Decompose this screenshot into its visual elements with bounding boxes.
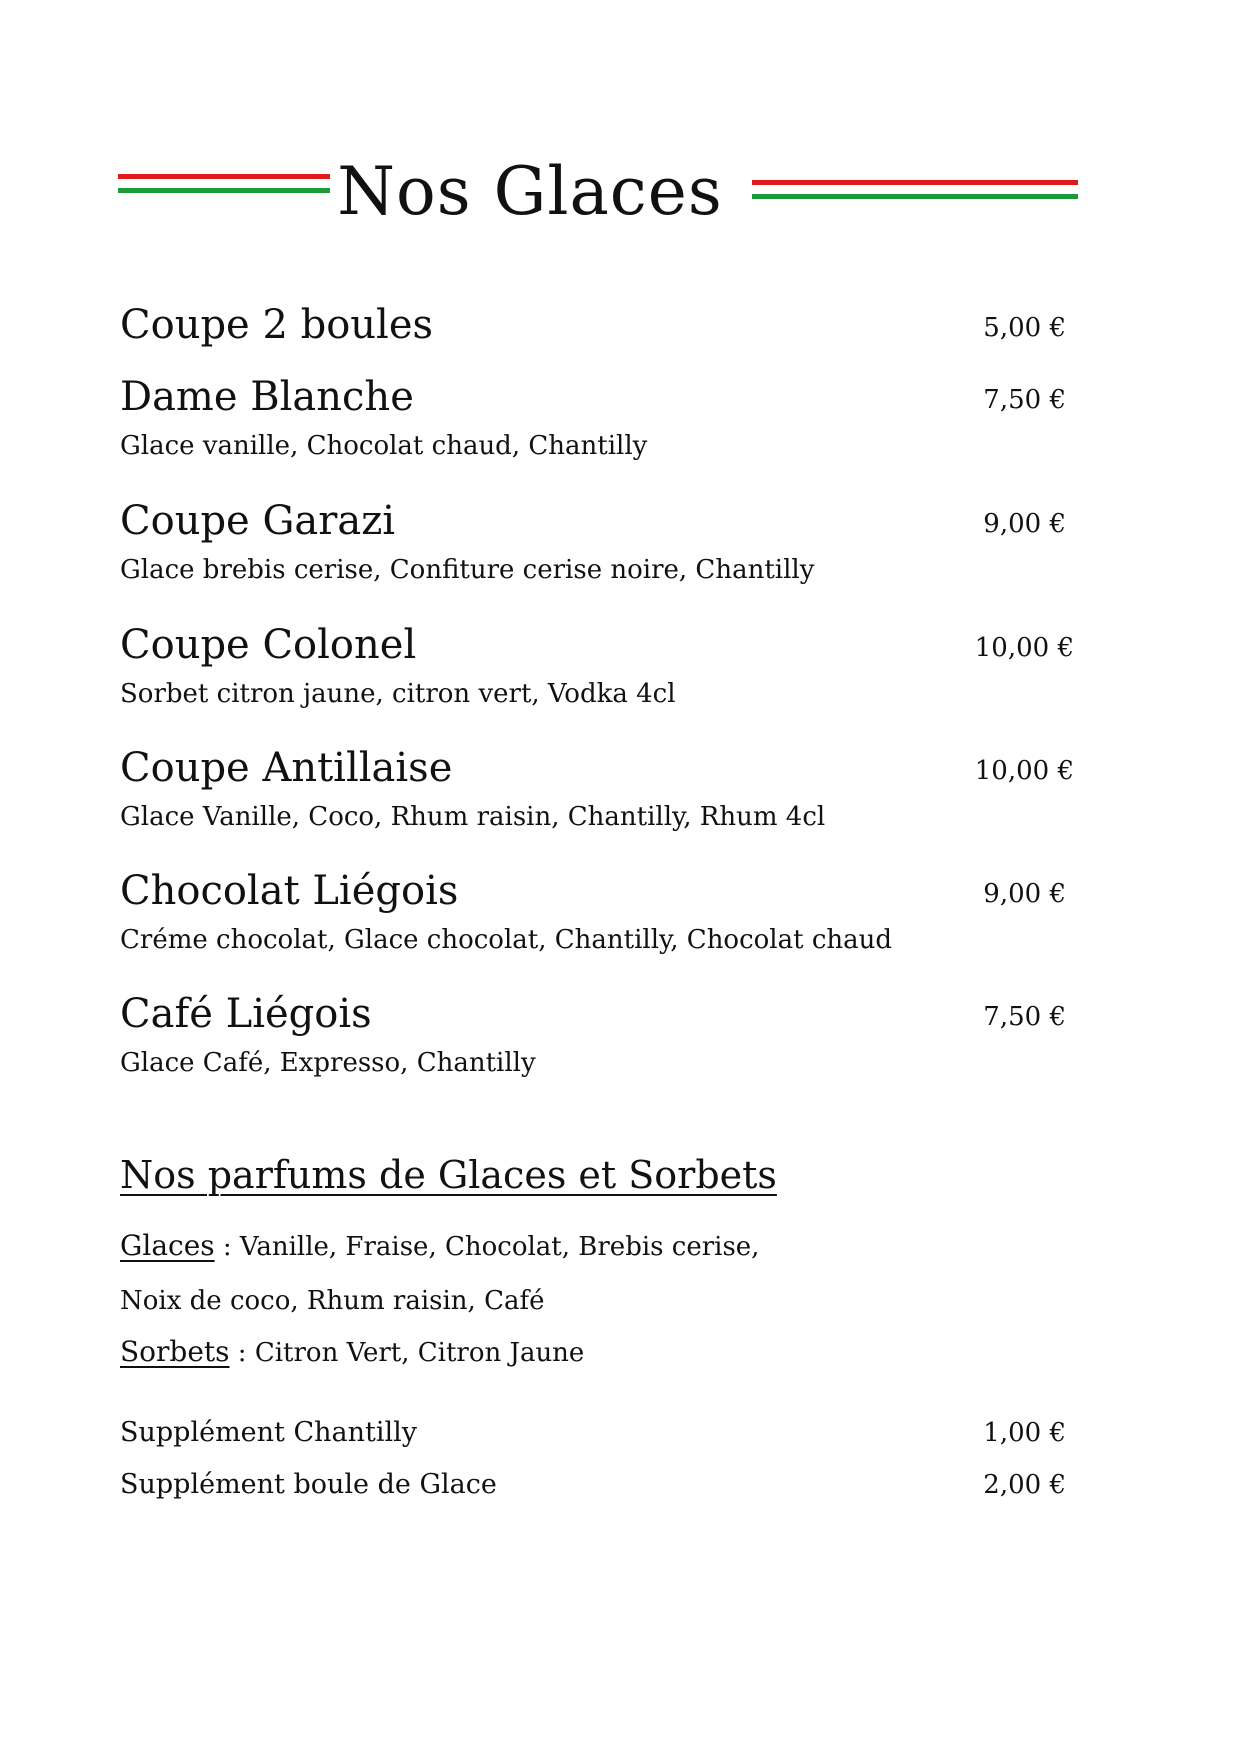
right-tricolor-stripes [752,180,1078,206]
menu-item-description: Glace Vanille, Coco, Rhum raisin, Chantilly, Rhum 4cl [120,802,826,832]
menu-item [120,989,1080,1099]
red-stripe [752,180,1078,185]
red-stripe [118,174,330,179]
menu-item [120,496,1080,606]
menu-item [120,372,1080,482]
supplement-price: 1,00 € [983,1418,1066,1448]
glaces-line [120,1228,759,1265]
menu-item [120,620,1080,730]
menu-item-price: 10,00 € [974,633,1074,663]
menu-item-description: Sorbet citron jaune, citron vert, Vodka 4cl [120,679,676,709]
menu-item-price: 9,00 € [983,879,1066,909]
menu-item-description: Glace brebis cerise, Confiture cerise noire, Chantilly [120,555,815,585]
menu-item-name: Chocolat Liégois [120,868,459,914]
glaces-label: Glaces [120,1229,215,1262]
menu-item-price: 10,00 € [974,756,1074,786]
supplement-item [120,1414,1080,1454]
menu-item-name: Coupe Antillaise [120,745,453,791]
page-title: Nos Glaces [337,153,723,230]
green-stripe [118,188,330,193]
sorbets-label: Sorbets [120,1335,230,1368]
menu-item-name: Coupe Colonel [120,622,417,668]
supplement-name: Supplément Chantilly [120,1417,418,1448]
supplement-price: 2,00 € [983,1470,1066,1500]
menu-item-price: 5,00 € [983,313,1066,343]
menu-item-price: 9,00 € [983,509,1066,539]
menu-item-name: Dame Blanche [120,374,414,420]
glaces-line-continued: Noix de coco, Rhum raisin, Café [120,1286,545,1316]
menu-item-name: Café Liégois [120,991,372,1037]
menu-item-price: 7,50 € [983,385,1066,415]
supplement-name: Supplément boule de Glace [120,1469,497,1500]
menu-item-description: Créme chocolat, Glace chocolat, Chantilly, Chocolat chaud [120,925,893,955]
supplement-item [120,1466,1080,1506]
left-tricolor-stripes [118,174,330,200]
sorbets-line [120,1334,584,1371]
menu-item-name: Coupe Garazi [120,498,396,544]
menu-item-price: 7,50 € [983,1002,1066,1032]
menu-item-description: Glace vanille, Chocolat chaud, Chantilly [120,431,648,461]
menu-item-name: Coupe 2 boules [120,302,434,348]
glaces-list: : Vanille, Fraise, Chocolat, Brebis cerise, [214,1232,760,1262]
menu-item-description: Glace Café, Expresso, Chantilly [120,1048,536,1078]
green-stripe [752,194,1078,199]
menu-item [120,866,1080,976]
flavours-section-title: Nos parfums de Glaces et Sorbets [120,1153,777,1197]
menu-item [120,743,1080,853]
sorbets-list: : Citron Vert, Citron Jaune [229,1338,585,1368]
